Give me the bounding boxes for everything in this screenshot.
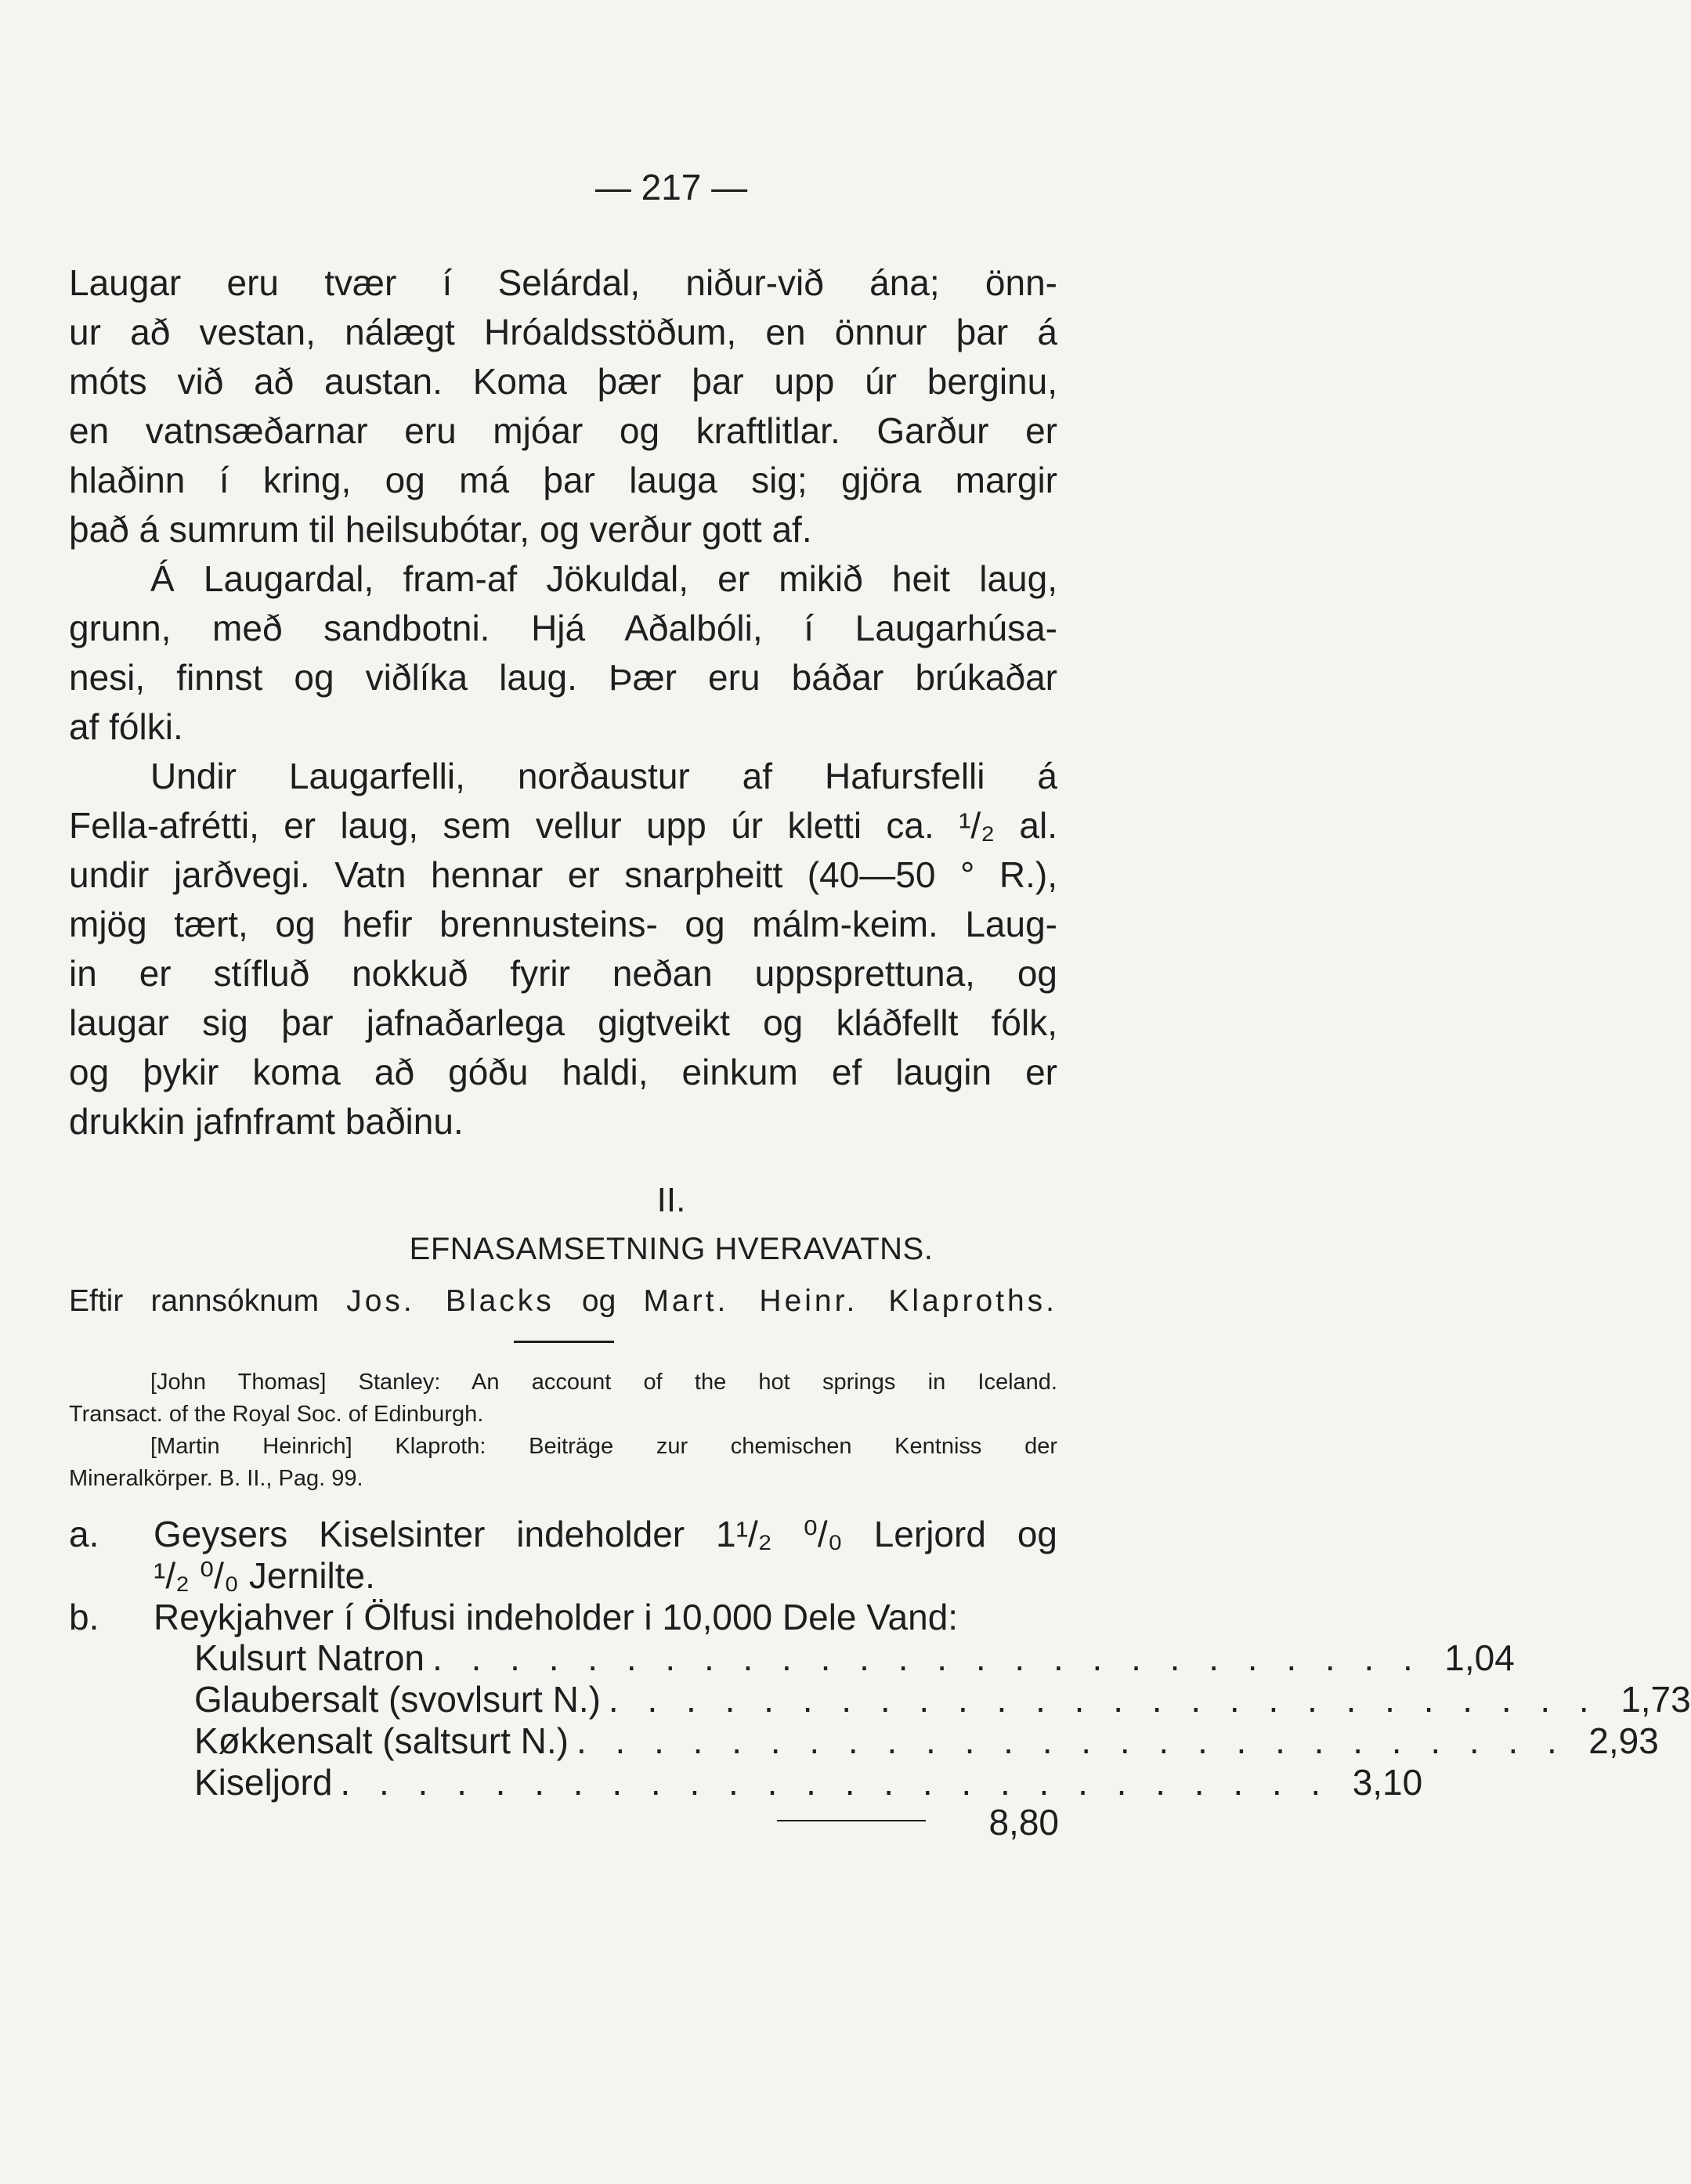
sum-rule (777, 1820, 926, 1821)
paragraph-2 (69, 554, 1057, 752)
table-row (194, 1678, 1691, 1720)
reference-line: Mineralkörper. B. II., Pag. 99. (69, 1466, 363, 1491)
paragraph-3 (69, 752, 1057, 1146)
text-line: Fella-afrétti, er laug, sem vellur upp úr kletti ca. ¹/₂ al. (69, 805, 1057, 846)
leader-dots: . . . . . . . . . . . . . . . . . . . . . . . . . . (576, 1720, 1566, 1761)
text-line: Á Laugardal, fram-af Jökuldal, er mikið heit laug, (150, 558, 1057, 599)
table-value: 2,93 (1588, 1720, 1659, 1761)
text-line: ur að vestan, nálægt Hróaldsstöðum, en önnur þar á (69, 312, 1057, 352)
text-line: það á sumrum til heilsubótar, og verður gott af. (69, 509, 812, 550)
text-line: nesi, finnst og viðlíka laug. Þær eru báðar brúkaðar (69, 657, 1057, 698)
references (69, 1366, 1057, 1495)
item-text (154, 1514, 1057, 1597)
text-line: laugar sig þar jafnaðarlega gigtveikt og kláðfellt fólk, (69, 1002, 1057, 1043)
paragraph-1 (69, 258, 1057, 554)
text-line: Geysers Kiselsinter indeholder 1¹/₂ ⁰/₀ Lerjord og (154, 1514, 1057, 1554)
leader-dots: . . . . . . . . . . . . . . . . . . . . . . . . . . (432, 1637, 1422, 1678)
text-line: Reykjahver í Ölfusi indeholder i 10,000 Dele Vand: (154, 1597, 959, 1637)
table-value: 1,04 (1444, 1637, 1515, 1678)
text-line: grunn, með sandbotni. Hjá Aðalbóli, í Laugarhúsa- (69, 608, 1057, 648)
table-row (194, 1761, 1423, 1803)
text-line: ¹/₂ ⁰/₀ Jernilte. (154, 1555, 375, 1596)
text-line: drukkin jafnframt baðinu. (69, 1101, 464, 1142)
text-line: móts við að austan. Koma þær þar upp úr berginu, (69, 361, 1057, 402)
item-letter: b. (69, 1597, 99, 1637)
table-value: 1,73 (1621, 1679, 1691, 1720)
leader-dots: . . . . . . . . . . . . . . . . . . . . . . . . . . (608, 1679, 1599, 1720)
page-number: — 217 — (594, 167, 748, 208)
text-line: mjög tært, og hefir brennusteins- og málm-keim. Laug- (69, 904, 1057, 944)
text-line: undir jarðvegi. Vatn hennar er snarpheitt (40—50 ° R.), (69, 854, 1057, 895)
source-author-2: Mart. Heinr. Klaproths. (643, 1284, 1058, 1318)
item-letter: a. (69, 1514, 99, 1554)
table-row (194, 1637, 1515, 1678)
text-line: in er stífluð nokkuð fyrir neðan uppsprettuna, og (69, 953, 1057, 994)
source-conjunction: og (581, 1284, 616, 1318)
text-line: af fólki. (69, 706, 183, 747)
sum-total: 8,80 (988, 1802, 1059, 1843)
text-line: og þykir koma að góðu haldi, einkum ef laugin er (69, 1052, 1057, 1092)
source-author-1: Jos. Blacks (346, 1284, 555, 1318)
section-numeral: II. (656, 1181, 686, 1219)
leader-dots: . . . . . . . . . . . . . . . . . . . . . . . . . . (340, 1762, 1331, 1803)
table-value: 3,10 (1352, 1762, 1423, 1803)
list-item (69, 1514, 1057, 1597)
source-prefix: Eftir rannsóknum (69, 1284, 320, 1318)
item-text (154, 1597, 1057, 1638)
text-line: Undir Laugarfelli, norðaustur af Hafursfelli á (150, 756, 1057, 796)
text-line: Laugar eru tvær í Selárdal, niður-við ána; önn- (69, 262, 1057, 303)
section-title: EFNASAMSETNING HVERAVATNS. (409, 1232, 934, 1266)
divider-rule (514, 1341, 614, 1343)
source-line (69, 1284, 1057, 1319)
table-label: Køkkensalt (saltsurt N.) (194, 1720, 569, 1761)
text-line: en vatnsæðarnar eru mjóar og kraftlitlar. Garður er (69, 410, 1057, 451)
text-line: hlaðinn í kring, og má þar lauga sig; gjöra margir (69, 460, 1057, 500)
analysis-list (69, 1514, 1057, 1638)
list-item (69, 1597, 1057, 1638)
table-label: Kiseljord (194, 1762, 333, 1803)
table-label: Glaubersalt (svovlsurt N.) (194, 1679, 601, 1720)
composition-table (194, 1637, 1691, 1803)
table-label: Kulsurt Natron (194, 1637, 425, 1678)
body-text (69, 258, 1057, 1146)
reference-line: [John Thomas] Stanley: An account of the hot springs in Iceland. (150, 1370, 1057, 1395)
reference-line: [Martin Heinrich] Klaproth: Beiträge zur chemischen Kentniss der (150, 1434, 1057, 1459)
table-row (194, 1720, 1659, 1761)
reference-line: Transact. of the Royal Soc. of Edinburgh. (69, 1402, 484, 1427)
